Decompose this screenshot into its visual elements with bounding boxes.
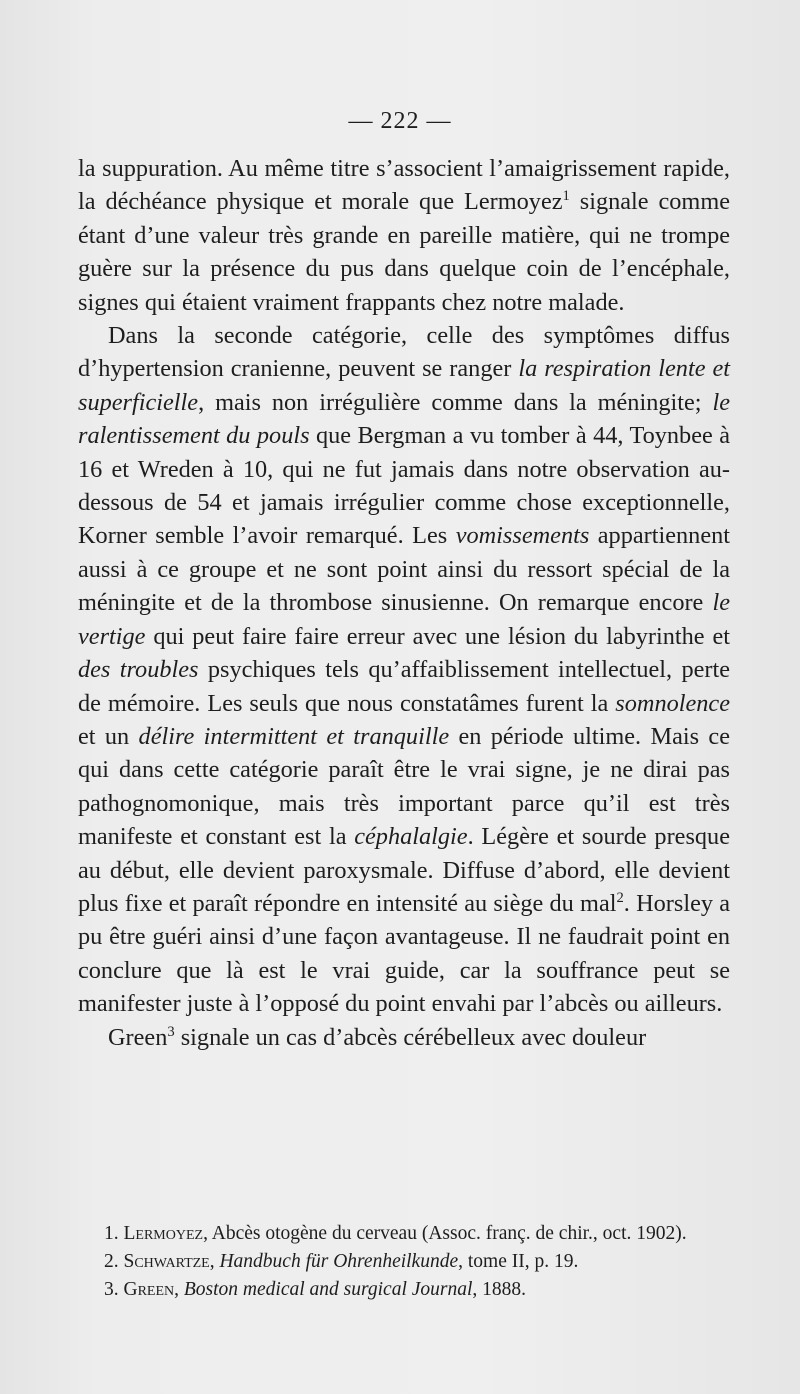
text-run: Schwartze xyxy=(123,1251,210,1272)
text-run: que Bergman a vu tomber à 44, Toynbee à 16 et Wreden à 10, qui ne fut jamais dans notre observation au-dessous de 54 et jamais irrégulier comme chose exceptionnelle, Korner semble l’avoir remarqué. Les xyxy=(78,422,730,550)
footnote xyxy=(78,1250,738,1274)
text-run: , tome II, p. 19. xyxy=(458,1251,579,1272)
emphasized-text: des troubles xyxy=(78,656,199,684)
footnote-reference: 3 xyxy=(167,1023,175,1040)
body-text xyxy=(78,152,730,1054)
text-run: , xyxy=(174,1279,184,1300)
text-run: . Horsley a pu être guéri ainsi d’une façon avantageuse. Il ne faudrait point en conclure que là est le vrai guide, car la souffrance peut se manifester juste à l’opposé du point envahi par l’abcès ou ailleurs. xyxy=(78,889,730,1018)
emphasized-text: le vertige xyxy=(78,589,730,650)
emphasized-text: Boston medical and surgical Journal xyxy=(183,1279,473,1300)
paragraph xyxy=(78,1021,730,1054)
footnote xyxy=(78,1278,738,1302)
text-run: , xyxy=(209,1251,220,1272)
text-run: en période ultime. Mais ce qui dans cette catégorie paraît être le vrai signe, je ne dirai pas pathognomonique, mais très important parce qu’il est très manifeste et constant est la xyxy=(78,722,731,851)
emphasized-text: la respiration lente et superficielle xyxy=(78,355,730,416)
emphasized-text: délire intermittent et tranquille xyxy=(138,722,450,750)
paragraph xyxy=(78,319,730,1021)
text-run: Lermoyez xyxy=(123,1223,204,1244)
text-run: psychiques tels qu’affaiblissement intellectuel, perte de mémoire. Les seuls que nous constatâmes furent la xyxy=(78,656,730,717)
text-run: 1. xyxy=(104,1223,124,1244)
text-run: signale comme étant d’une valeur très grande en pareille matière, qui ne trompe guère sur la présence du pus dans quelque coin de l’encéphale, signes qui étaient vraiment frappants chez notre malade. xyxy=(78,188,730,316)
text-run: . Légère et sourde presque au début, elle devient paroxysmale. Diffuse d’abord, elle devient plus fixe et paraît répondre en intensité au siège du mal xyxy=(78,823,730,917)
text-run: et un xyxy=(78,722,139,750)
text-run: signale un cas d’abcès cérébelleux avec douleur xyxy=(174,1023,647,1051)
text-run: la suppuration. Au même titre s’associent l’amaigrissement rapide, la déchéance physique et morale que Lermoyez xyxy=(78,155,730,216)
footnote xyxy=(78,1222,738,1246)
text-run: Dans la seconde catégorie, celle des symptômes diffus d’hypertension cranienne, peuvent se ranger xyxy=(78,322,730,383)
footnotes xyxy=(78,1222,738,1306)
text-run: , Abcès otogène du cerveau (Assoc. franç. de chir., oct. 1902). xyxy=(203,1223,687,1244)
paragraph xyxy=(78,152,730,319)
text-run: Green xyxy=(108,1023,168,1051)
emphasized-text: céphalalgie xyxy=(354,823,468,851)
page-number: — 222 — xyxy=(348,108,452,134)
text-run: , 1888. xyxy=(472,1279,527,1300)
text-run: Green xyxy=(123,1279,175,1300)
text-run: qui peut faire faire erreur avec une lésion du labyrinthe et xyxy=(145,622,730,650)
emphasized-text: le ralentissement du pouls xyxy=(78,388,730,450)
emphasized-text: somnolence xyxy=(615,689,730,717)
text-run: , mais non irrégulière comme dans la méningite; xyxy=(198,388,713,416)
text-run: 2. xyxy=(104,1251,124,1272)
text-run: 3. xyxy=(104,1279,124,1300)
emphasized-text: vomissements xyxy=(455,522,590,550)
footnote-reference: 2 xyxy=(616,889,624,906)
text-run: appartiennent aussi à ce groupe et ne sont point ainsi du ressort spécial de la méningite et de la thrombose sinusienne. On remarque encore xyxy=(78,522,730,617)
footnote-reference: 1 xyxy=(562,188,570,205)
emphasized-text: Handbuch für Ohrenheilkunde xyxy=(219,1251,459,1272)
